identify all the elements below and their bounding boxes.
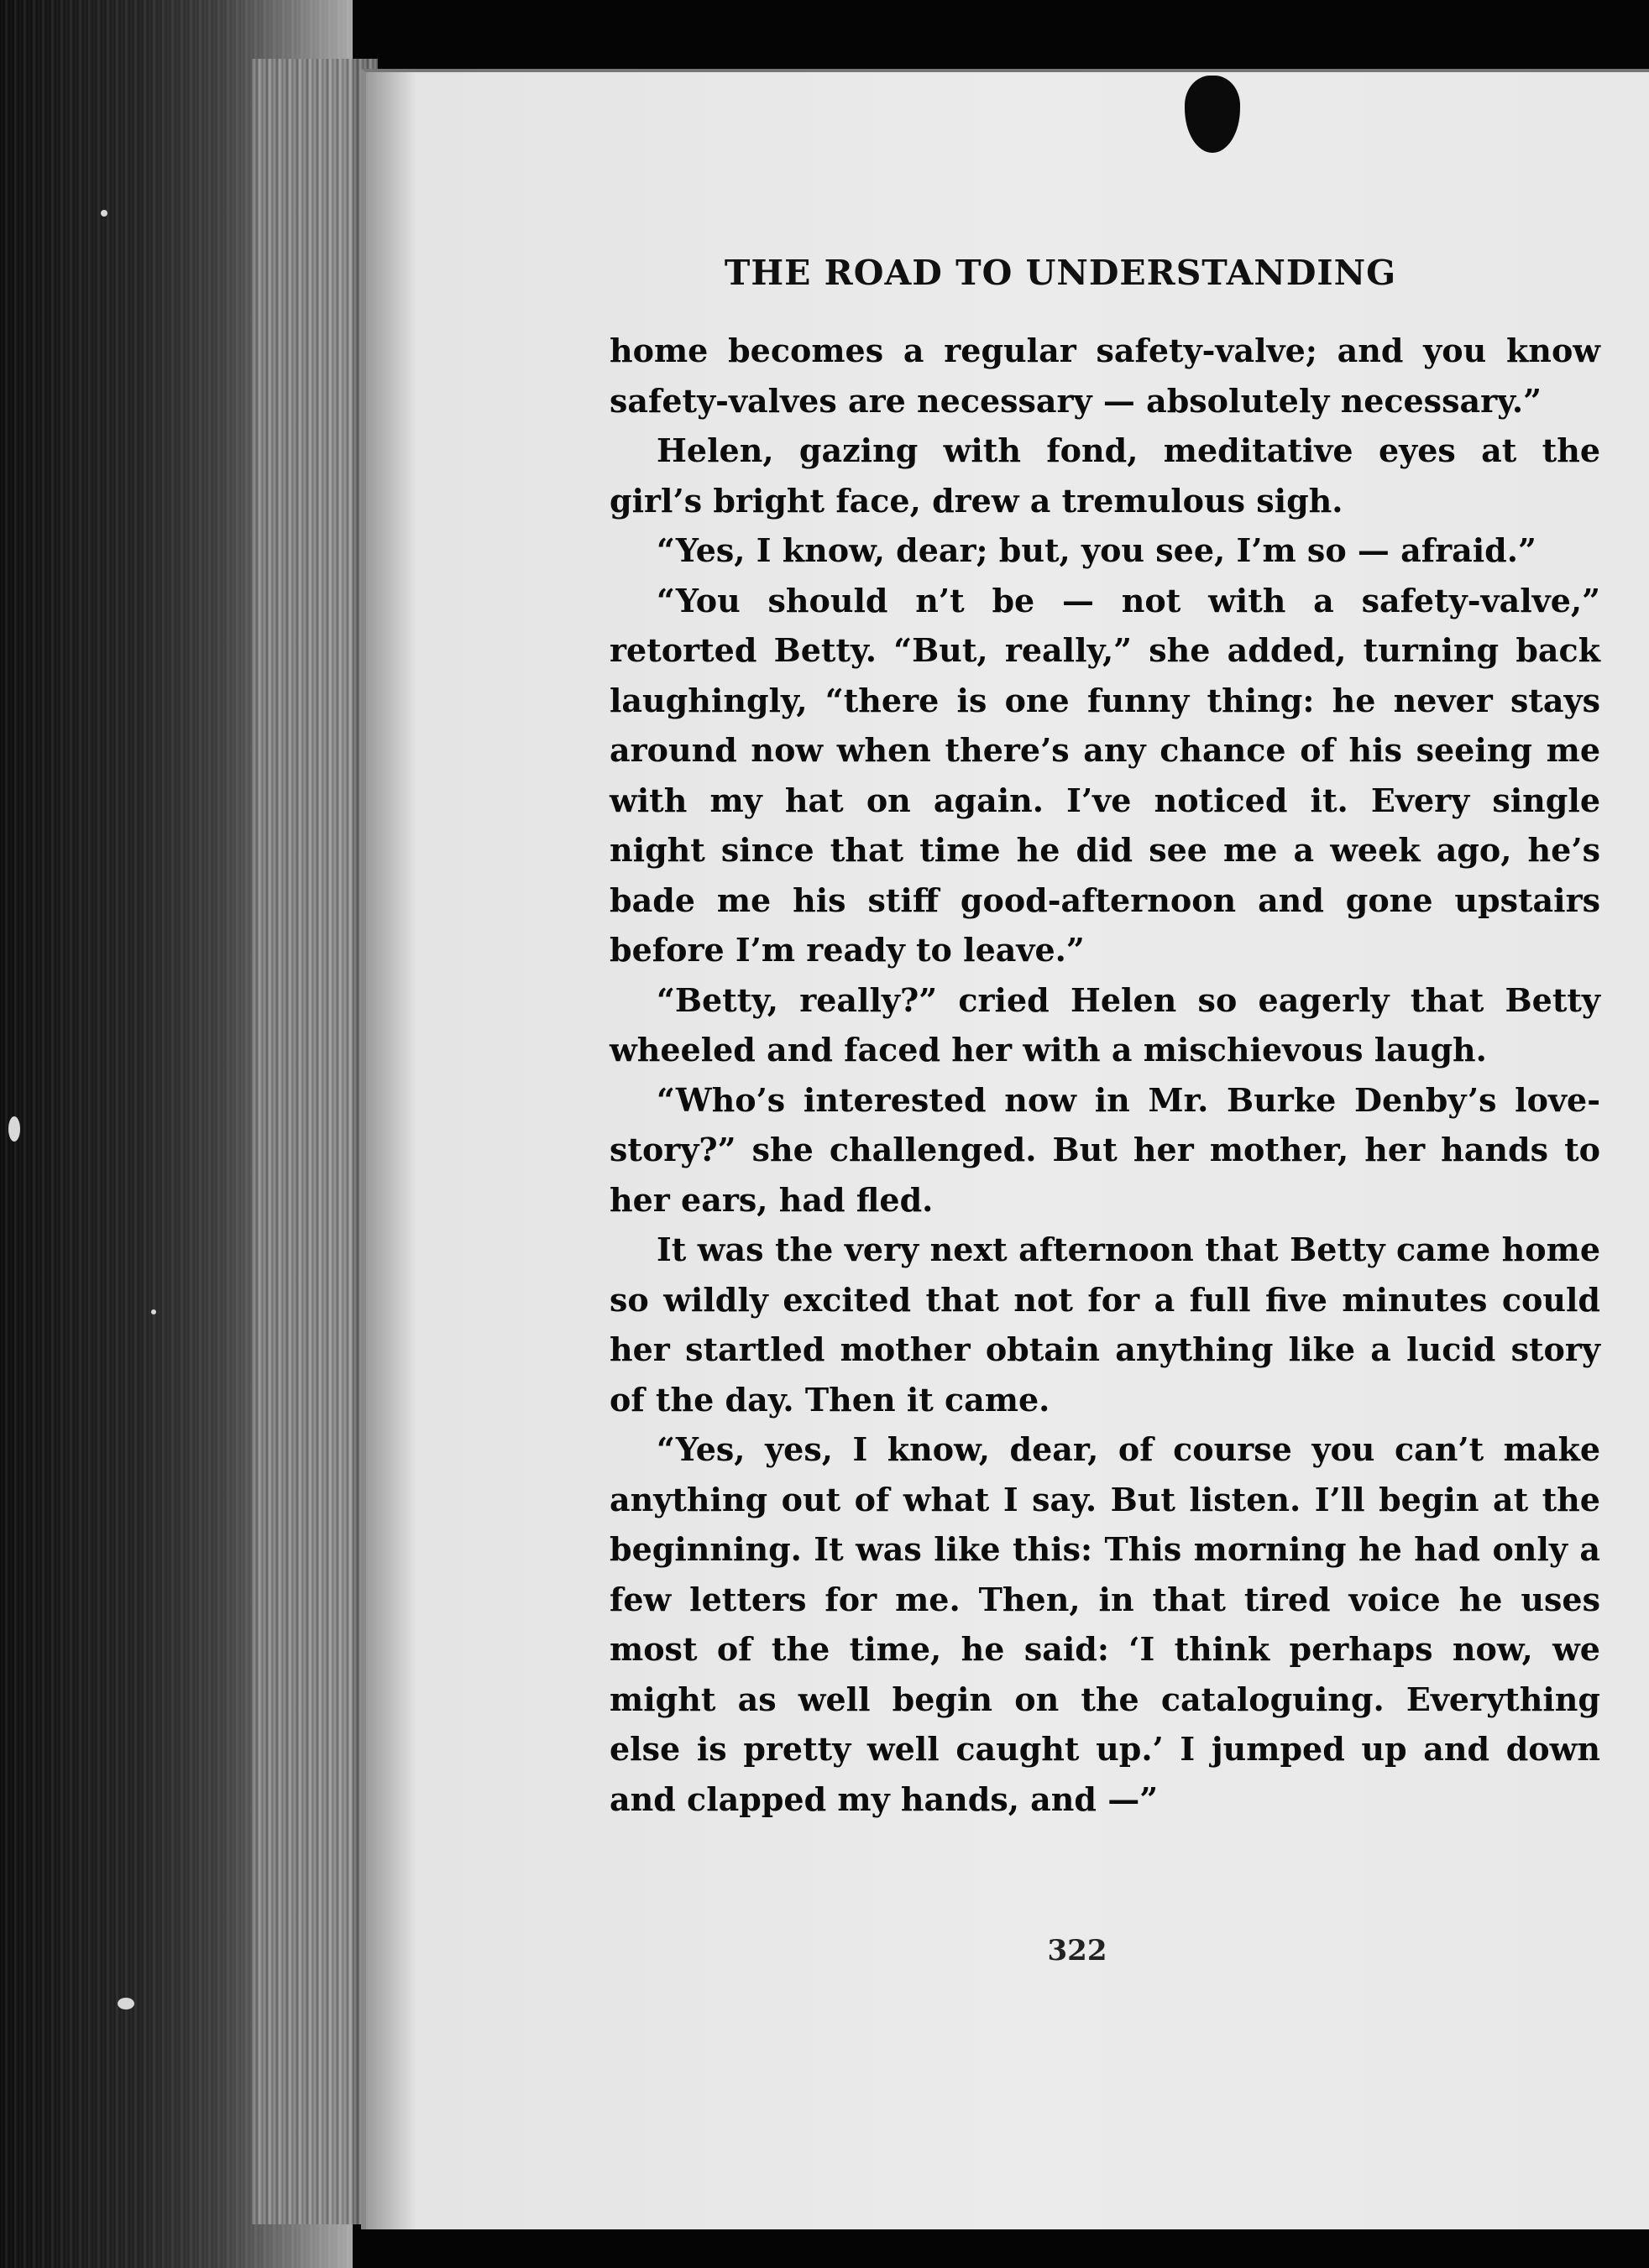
- page-number: 322: [1047, 1934, 1107, 1968]
- body-text: [610, 326, 1600, 1824]
- paragraph: “You should n’t be — not with a safety-valve,” retorted Betty. “But, really,” she added, turning back laughingly, “there is one funny thing: he never stays around now when there’s any chance of his seeing me with my hat on again. I’ve noticed it. Every single night since that time he did see me a week ago, he’s bade me his stiff good-afternoon and gone upstairs before I’m ready to leave.”: [610, 581, 1600, 969]
- paragraph: home becomes a regular safety-valve; and you know safety-valves are necessary — absolutely necessary.”: [610, 332, 1600, 420]
- paragraph: Helen, gazing with fond, meditative eyes at the girl’s bright face, drew a tremulous sigh.: [610, 431, 1600, 520]
- paragraph: “Yes, yes, I know, dear, of course you can’t make anything out of what I say. But listen. I’ll begin at the beginning. It was like this: This morning he had only a few letters for me. Then, in that tired voice he uses most of the time, he said: ‘I think perhaps now, we might as well begin on the cataloguing. Everything else is pretty well caught up.’ I jumped up and down and clapped my hands, and —”: [610, 1430, 1600, 1818]
- paragraph: “Betty, really?” cried Helen so eagerly that Betty wheeled and faced her with a mischievous laugh.: [610, 980, 1600, 1069]
- ink-blot: [1185, 76, 1240, 153]
- paragraph: It was the very next afternoon that Betty came home so wildly excited that not for a full five minutes could her startled mother obtain anything like a lucid story of the day. Then it came.: [610, 1231, 1600, 1419]
- dust-speck: [101, 210, 107, 217]
- dust-speck: [118, 1998, 134, 2009]
- dust-speck: [8, 1116, 20, 1142]
- dust-speck: [151, 1309, 156, 1314]
- paragraph: “Who’s interested now in Mr. Burke Denby’s love-story?” she challenged. But her mother, her hands to her ears, had fled.: [610, 1080, 1600, 1219]
- running-head: THE ROAD TO UNDERSTANDING: [724, 253, 1397, 293]
- book-page: [361, 69, 1649, 2229]
- paragraph: “Yes, I know, dear; but, you see, I’m so — afraid.”: [657, 531, 1536, 569]
- gutter-shadow: [366, 72, 416, 2229]
- page-stack-edge: [252, 59, 378, 2224]
